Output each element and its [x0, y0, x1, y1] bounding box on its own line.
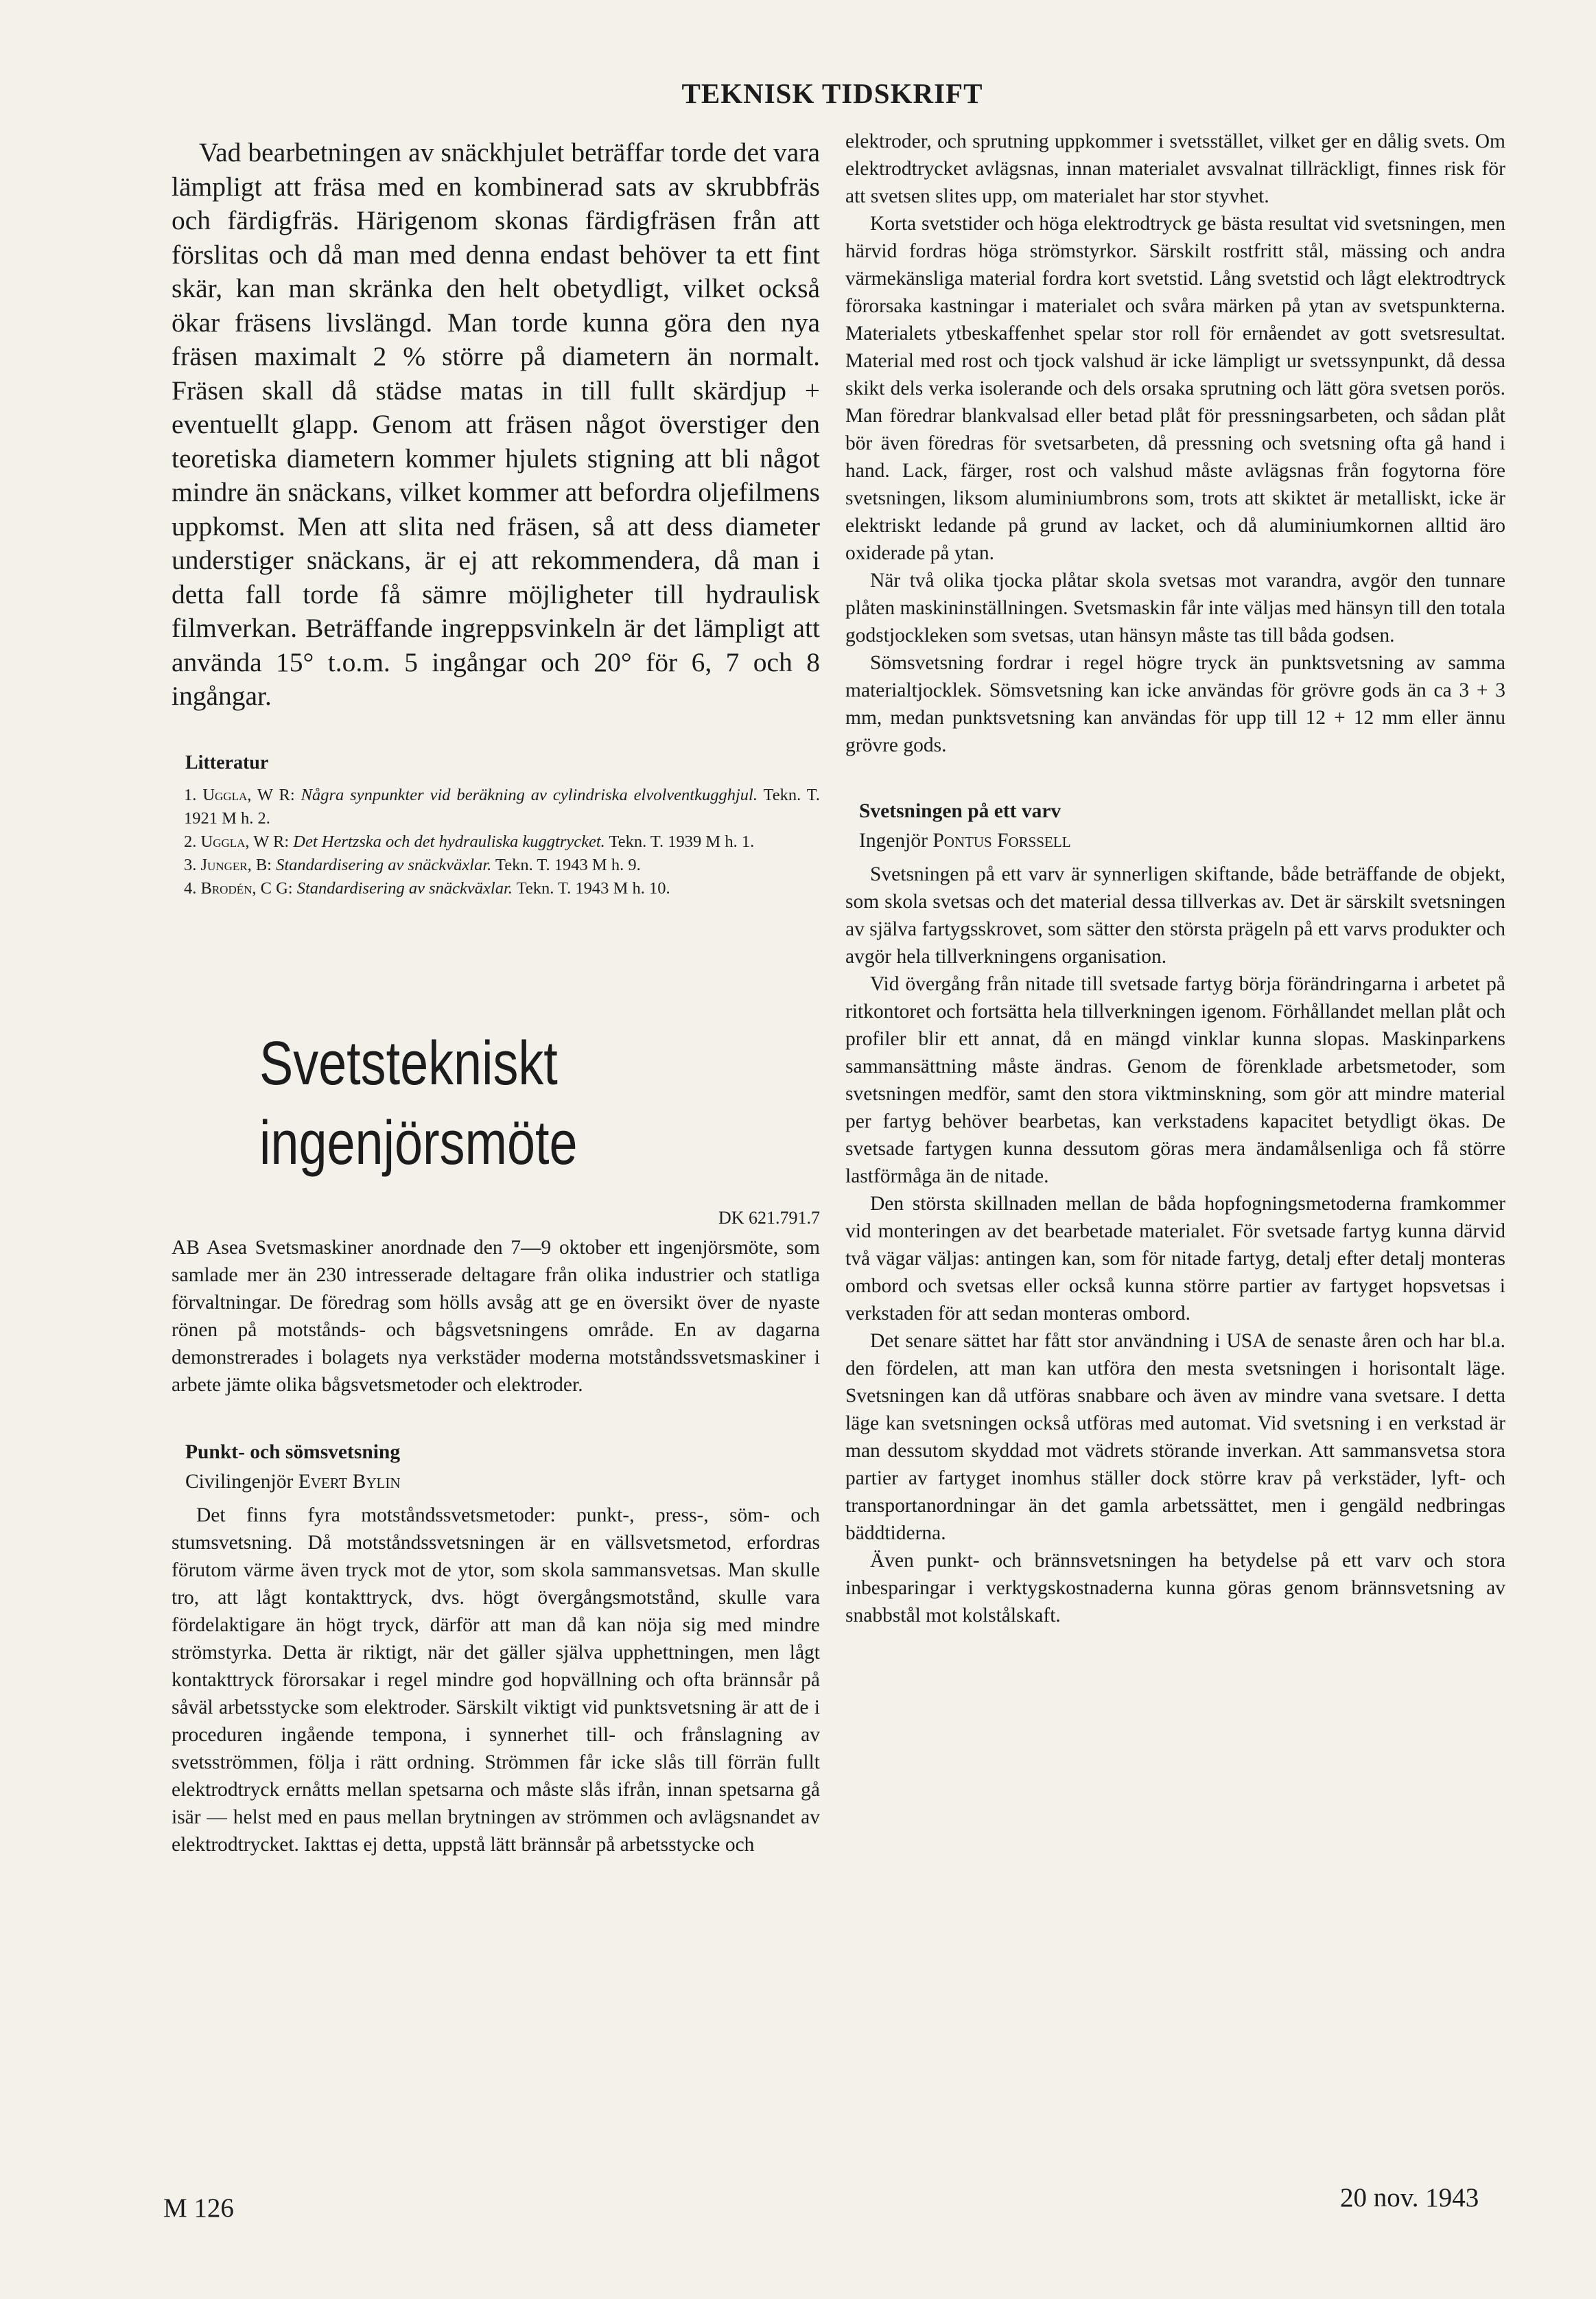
article-title: Svetstekniskt ingenjörsmöte	[259, 1029, 578, 1178]
paragraph: Det senare sättet har fått stor användning i USA de senaste åren och har bl.a. den fördelen, att man kan utföra den mesta svetsningen i horisontalt läge. Svetsningen kan då utföras snabbare och även av mindre vana svetsare. I detta läge kan svetsningen också utföras med automat. Vid svetsning i en verkstad är man dessutom skyddad mot vädrets störande inverkan. Att sammansvetsa stora partier av fartyget inomhus ställer dock större krav på verkstäder, lyft- och transportanordningar än det gamla arbetssättet, men i gengäld nedbringas bäddtiderna.	[845, 1330, 1505, 1544]
section-heading-varv: Svetsningen på ett varv	[859, 800, 1061, 822]
paragraph: Sömsvetsning fordrar i regel högre tryck än punktsvetsning av samma materialtjocklek. Sömsvetsning kan icke användas för grövre gods än ca 3 + 3 mm, medan punktsvetsning kan användas för upp till 12 + 12 mm eller ännu grövre gods.	[845, 652, 1505, 756]
section-author: Ingenjör Pontus Forssell	[859, 830, 1071, 852]
section-author: Civilingenjör Evert Bylin	[185, 1470, 401, 1493]
reference-item: 2. Uggla, W R: Det Hertzska och det hydrauliska kuggtrycket. Tekn. T. 1939 M h. 1.	[184, 832, 755, 851]
right-column	[845, 128, 1505, 1629]
dk-code: DK 621.791.7	[718, 1207, 820, 1228]
paragraph: Även punkt- och brännsvetsningen ha betydelse på ett varv och stora inbesparingar i verktygskostnaderna kunna göras genom brännsvetsning av snabbstål mot kolstålskaft.	[845, 1550, 1505, 1626]
section-heading-punkt: Punkt- och sömsvetsning	[185, 1440, 401, 1463]
reference-item: 3. Junger, B: Standardisering av snäckväxlar. Tekn. T. 1943 M h. 9.	[184, 855, 641, 874]
paragraph: Korta svetstider och höga elektrodtryck ge bästa resultat vid svetsningen, men härvid fordras höga strömstyrkor. Särskilt rostfritt stål, mässing och andra värmekänsliga material fordra kort svetstid. Lång svetstid och lågt elektrodtryck förorsaka kastningar i materialet och svåra märken på ytan av svetspunkterna. Materialets ytbeskaffenhet spelar stor roll för ernåendet av gott svetsresultat. Material med rost och tjock valshud är icke lämpligt ur svetssynpunkt, då dessa skikt dels verka isolerande och dels orsaka sprutning och lätt göra svetsen porös. Man föredrar blankvalsad eller betad plåt för pressningsarbeten, och sådan plåt bör även föredras för svetsarbeten, då pressning och svetsning ofta gå hand i hand. Lack, färger, rost och valshud måste avlägsnas från fogytorna före svetsningen, liksom aluminiumbrons som, trots att skiktet är metalliskt, icke är elektriskt ledande på grund av lacket, och då aluminiumkornen alltid äro oxiderade på ytan.	[845, 213, 1505, 564]
masthead: TEKNISK TIDSKRIFT	[681, 78, 983, 109]
literature-heading: Litteratur	[185, 751, 269, 773]
left-column	[172, 136, 820, 1858]
reference-list	[172, 784, 820, 900]
reference-item: 4. Brodén, C G: Standardisering av snäckväxlar. Tekn. T. 1943 M h. 10.	[184, 878, 670, 898]
paragraph: elektroder, och sprutning uppkommer i svetsstället, vilket ger en dålig svets. Om elektrodtrycket avlägsnas, innan materialet avsvalnat tillräckligt, finnes risk för att svetsen slites upp, om materialet har stor styvhet.	[845, 130, 1505, 207]
paragraph: Den största skillnaden mellan de båda hopfogningsmetoderna framkommer vid monteringen av det bearbetade materialet. För svetsade fartyg kunna därvid två vägar väljas: antingen kan, som för nitade fartyg, detalj efter detalj monteras ombord och svetsas eller också kunna större partier av fartyget hopsvetsas i verkstaden för att sedan monteras ombord.	[845, 1193, 1505, 1324]
page-number: M 126	[163, 2193, 234, 2223]
intro-paragraph: Vad bearbetningen av snäckhjulet beträffar torde det vara lämpligt att fräsa med en kombinerad sats av skrubbfräs och färdigfräs. Härigenom skonas färdigfräsen från att förslitas och då man med denna endast behöver ta ett fint skär, kan man skränka den helt obetydligt, vilket också ökar fräsens livslängd. Man torde kunna göra den nya fräsen maximalt 2 % större på diametern än normalt. Fräsen skall då städse matas in till fullt skärdjup + eventuellt glapp. Genom att fräsen något överstiger den teoretiska diametern kommer hjulets stigning att bli något mindre än snäckans, vilket kommer att befordra oljefilmens uppkomst. Men att slita ned fräsen, så att dess diameter understiger snäckans, är ej att rekommendera, då man i detta fall torde få sämre möjligheter till hydraulisk filmverkan. Beträffande ingreppsvinkeln är det lämpligt att använda 15° t.o.m. 5 ingångar och 20° för 6, 7 och 8 ingångar.	[172, 137, 820, 711]
issue-date: 20 nov. 1943	[1340, 2183, 1479, 2213]
paragraph: Svetsningen på ett varv är synnerligen skiftande, både beträffande de objekt, som skola svetsas och det material dessa tillverkas av. Det är särskilt svetsningen av själva fartygsskrovet, som sätter den största prägeln på ett varvs produkter och avgör hela tillverkningens organisation.	[845, 863, 1505, 968]
paragraph: När två olika tjocka plåtar skola svetsas mot varandra, avgör den tunnare plåten maskininställningen. Svetsmaskin får inte väljas med hänsyn till den totala godstjockleken som svetsas, utan hänsyn måste tas till båda godsen.	[845, 570, 1505, 646]
article-intro: AB Asea Svetsmaskiner anordnade den 7—9 oktober ett ingenjörsmöte, som samlade mer än 230 intresserade deltagare från olika industrier och statliga förvaltningar. De föredrag som hölls avsåg att ge en översikt över de nyaste rönen på motstånds- och bågsvetsningens område. En av dagarna demonstrerades i bolagets nya verkstäder moderna motståndssvetsmaskiner i arbete jämte olika bågsvetsmetoder och elektroder.	[172, 1236, 820, 1396]
reference-item: 1. Uggla, W R: Några synpunkter vid beräkning av cylindriska elvolventkugghjul. Tekn. T. 1921 M h. 2.	[184, 785, 821, 828]
section1-paragraph: Det finns fyra motståndssvetsmetoder: punkt-, press-, söm- och stumsvetsning. Då motståndssvetsningen är en vällsvetsmetod, erfordras förutom värme även tryck mot de ytor, som skola sammansvetsas. Man skulle tro, att lågt kontakttryck, dvs. högt övergångsmotstånd, skulle vara fördelaktigare än högt tryck, därför att man då kan nöja sig med mindre strömstyrka. Detta är riktigt, när det gäller själva upphettningen, men lågt kontakttryck förorsakar i regel mindre god hopvällning och ofta brännsår på såväl arbetsstycke som elektroder. Särskilt viktigt vid punktsvetsning är att de i proceduren ingående tempona, i synnerhet till- och frånslagning av svetsströmmen, följa i rätt ordning. Strömmen får icke slås till förrän fullt elektrodtryck ernåtts mellan spetsarna och måste slås ifrån, innan spetsarna gå isär — helst med en paus mellan brytningen av strömmen och avlägsnandet av elektrodtrycket. Iakttas ej detta, uppstå lätt brännsår på arbetsstycke och	[172, 1504, 820, 1856]
paragraph: Vid övergång från nitade till svetsade fartyg börja förändringarna i arbetet på ritkontoret och fortsätta hela tillverkningen igenom. Förhållandet mellan plåt och profiler blir ett annat, då en mängd vinklar kunna slopas. Maskinparkens sammansättning måste ändras. Genom de förenklade arbetsmetoder, som svetsningen medför, samt den stora viktminskning, som gör att mindre material per fartyg behöver bearbetas, kan verkstadens kapacitet betydligt ökas. De svetsade fartygen kunna dessutom göras mera ändamålsenliga och få större lastförmåga än de nitade.	[845, 973, 1505, 1187]
